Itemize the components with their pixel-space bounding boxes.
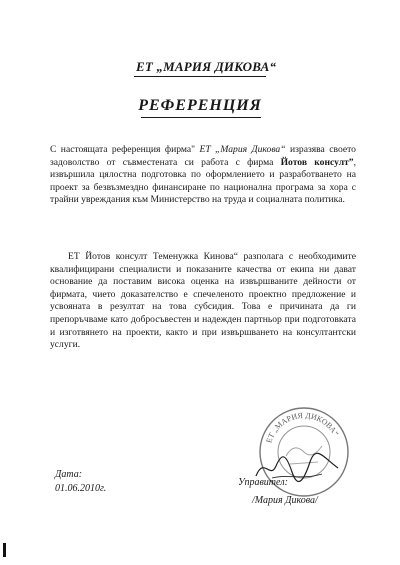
letterhead-company: ЕТ „МАРИЯ ДИКОВА“ bbox=[136, 59, 277, 74]
letterhead-rule bbox=[134, 76, 266, 77]
paragraph-1-middle: изразява своето задоволство от съвместената си работа с фирма bbox=[50, 144, 356, 168]
stamp-text-path: ЕТ „МАРИЯ ДИКОВА“ bbox=[264, 410, 341, 445]
document-title: РЕФЕРЕНЦИЯ bbox=[138, 97, 262, 114]
paragraph-1-intro: С настоящата референция фирма bbox=[50, 144, 192, 155]
partner-name: Йотов консулт” bbox=[280, 156, 354, 168]
company-name: ЕТ „Мария Дикова“ bbox=[199, 144, 286, 155]
signatory-role: Управител: bbox=[238, 477, 288, 488]
date-value: 01.06.2010г. bbox=[55, 483, 107, 494]
paragraph-1-rest: , извършила цялостна подготовка по оформлението и разработването на проект за безвъзмездно финансиране по национална програма за хора с трайни увреждания към Министерство на труда и социалната политика. bbox=[50, 156, 356, 206]
scan-artifact bbox=[3, 543, 6, 557]
paragraph-2: ЕТ Йотов консулт Теменужка Кинова“ разполага с необходимите квалифицирани специалисти и показаните качества от екипа ни дават основание да поставим висока оценка на извършваните дейности от фирмата, чието доказателство е спечеленото проектно предложение и усвояната в резултат на това субсидия. Това е причината да ги препоръчваме като добросъвестен и надежден партньор при подготовката и изготвянето на проекти, както и при извършването на консултантски услуги. bbox=[50, 251, 356, 351]
title-underline bbox=[141, 117, 261, 118]
quote-mark: " bbox=[191, 144, 200, 155]
signatory-name: /Мария Дикова/ bbox=[252, 495, 318, 506]
signature-block bbox=[238, 474, 368, 510]
date-block bbox=[55, 468, 106, 496]
date-label: Дата: bbox=[55, 469, 83, 480]
paragraph-1 bbox=[50, 144, 356, 207]
